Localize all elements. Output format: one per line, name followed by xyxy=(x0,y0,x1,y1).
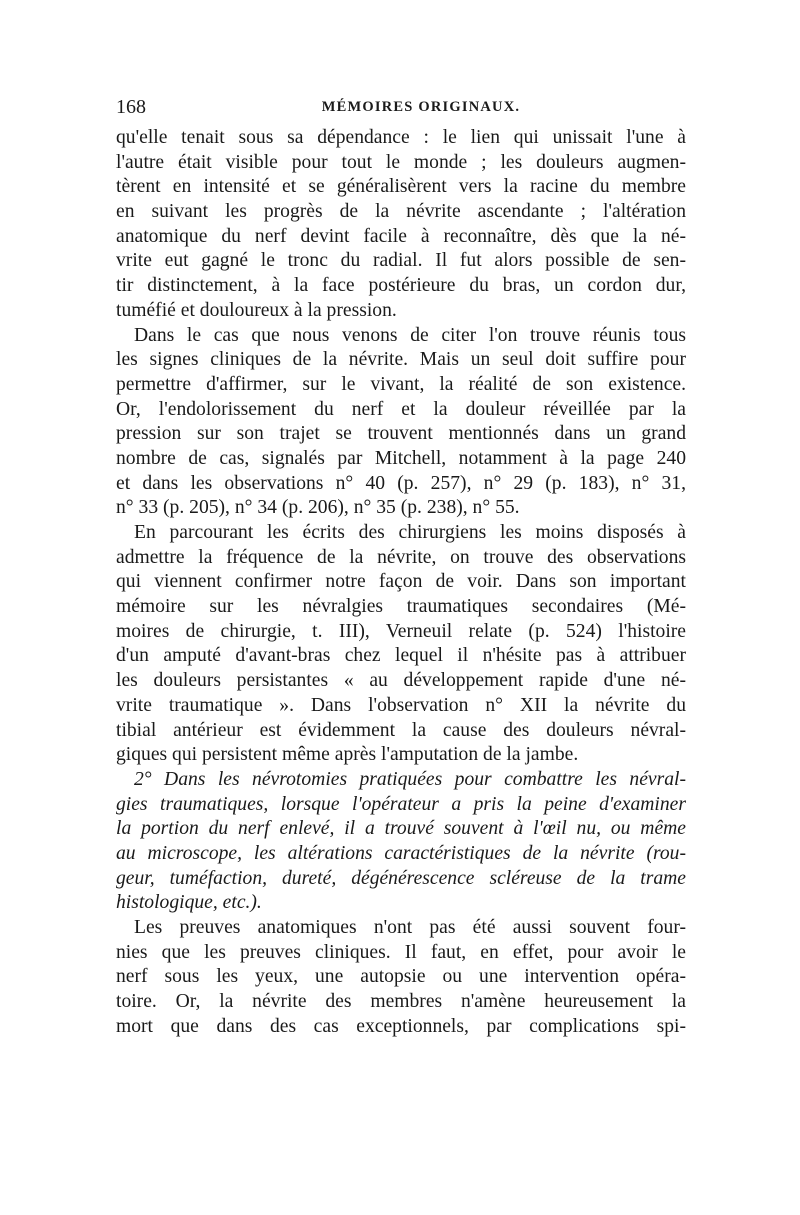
text-line: et dans les observations n° 40 (p. 257), n° 29 (p. 183), n° 31, xyxy=(116,472,686,494)
text-line: permettre d'affirmer, sur le vivant, la réalité de son existence. xyxy=(116,373,686,395)
text-line: Or, l'endolorissement du nerf et la douleur réveillée par la xyxy=(116,398,686,420)
running-title: MÉMOIRES ORIGINAUX. xyxy=(321,99,521,115)
book-page xyxy=(116,96,686,1039)
text-line: n° 33 (p. 205), n° 34 (p. 206), n° 35 (p. 238), n° 55. xyxy=(116,497,520,519)
text-line: l'autre était visible pour tout le monde ; les douleurs augmen- xyxy=(116,151,686,173)
text-line: vrite eut gagné le tronc du radial. Il fut alors possible de sen- xyxy=(116,250,686,272)
text-line: En parcourant les écrits des chirurgiens les moins disposés à xyxy=(134,522,686,543)
text-line: gies traumatiques, lorsque l'opérateur a pris la peine d'examiner xyxy=(116,793,686,815)
running-head xyxy=(116,96,686,126)
text-line: histologique, etc.). xyxy=(116,892,262,914)
text-line: moires de chirurgie, t. III), Verneuil relate (p. 524) l'histoire xyxy=(116,620,686,642)
text-line: Dans le cas que nous venons de citer l'on trouve réunis tous xyxy=(134,324,686,346)
text-line: geur, tuméfaction, dureté, dégénérescence scléreuse de la trame xyxy=(116,867,686,889)
text-line: tèrent en intensité et se généralisèrent vers la racine du membre xyxy=(116,176,686,198)
page-number: 168 xyxy=(116,96,146,118)
text-line: anatomique du nerf devint facile à reconnaître, dès que la né- xyxy=(116,225,686,247)
paragraph xyxy=(116,521,686,768)
text-line: Les preuves anatomiques n'ont pas été aussi souvent four- xyxy=(134,917,686,938)
text-line: nombre de cas, signalés par Mitchell, notamment à la page 240 xyxy=(116,447,686,469)
paragraph xyxy=(116,324,686,522)
body-text xyxy=(116,126,686,1039)
text-line: au microscope, les altérations caractéristiques de la névrite (rou- xyxy=(116,842,686,864)
text-line: nerf sous les yeux, une autopsie ou une intervention opéra- xyxy=(116,966,686,988)
text-line: 2° Dans les névrotomies pratiquées pour combattre les névral- xyxy=(134,768,686,790)
text-line: vrite traumatique ». Dans l'observation n° XII la névrite du xyxy=(116,694,686,716)
text-line: giques qui persistent même après l'amputation de la jambe. xyxy=(116,744,579,766)
text-line: la portion du nerf enlevé, il a trouvé souvent à l'œil nu, ou même xyxy=(116,818,686,840)
text-line: nies que les preuves cliniques. Il faut, en effet, pour avoir le xyxy=(116,941,686,963)
text-line: d'un amputé d'avant-bras chez lequel il n'hésite pas à attribuer xyxy=(116,645,686,667)
text-line: mémoire sur les névralgies traumatiques secondaires (Mé- xyxy=(116,596,686,618)
text-line: tir distinctement, à la face postérieure du bras, un cordon dur, xyxy=(116,275,686,297)
text-line: toire. Or, la névrite des membres n'amène heureusement la xyxy=(116,991,686,1013)
text-line: pression sur son trajet se trouvent mentionnés dans un grand xyxy=(116,423,686,445)
text-line: les douleurs persistantes « au développement rapide d'une né- xyxy=(116,670,686,692)
text-line: en suivant les progrès de la névrite ascendante ; l'altération xyxy=(116,201,686,223)
paragraph xyxy=(116,768,686,916)
text-line: qui viennent confirmer notre façon de voir. Dans son important xyxy=(116,571,686,593)
text-line: tuméfié et douloureux à la pression. xyxy=(116,299,397,321)
paragraph xyxy=(116,916,686,1039)
text-line: tibial antérieur est évidemment la cause des douleurs névral- xyxy=(116,719,686,741)
text-line: mort que dans des cas exceptionnels, par complications spi- xyxy=(116,1015,686,1037)
text-line: admettre la fréquence de la névrite, on trouve des observations xyxy=(116,546,686,568)
text-line: les signes cliniques de la névrite. Mais un seul doit suffire pour xyxy=(116,349,686,371)
paragraph xyxy=(116,126,686,324)
text-line: qu'elle tenait sous sa dépendance : le lien qui unissait l'une à xyxy=(116,127,686,148)
